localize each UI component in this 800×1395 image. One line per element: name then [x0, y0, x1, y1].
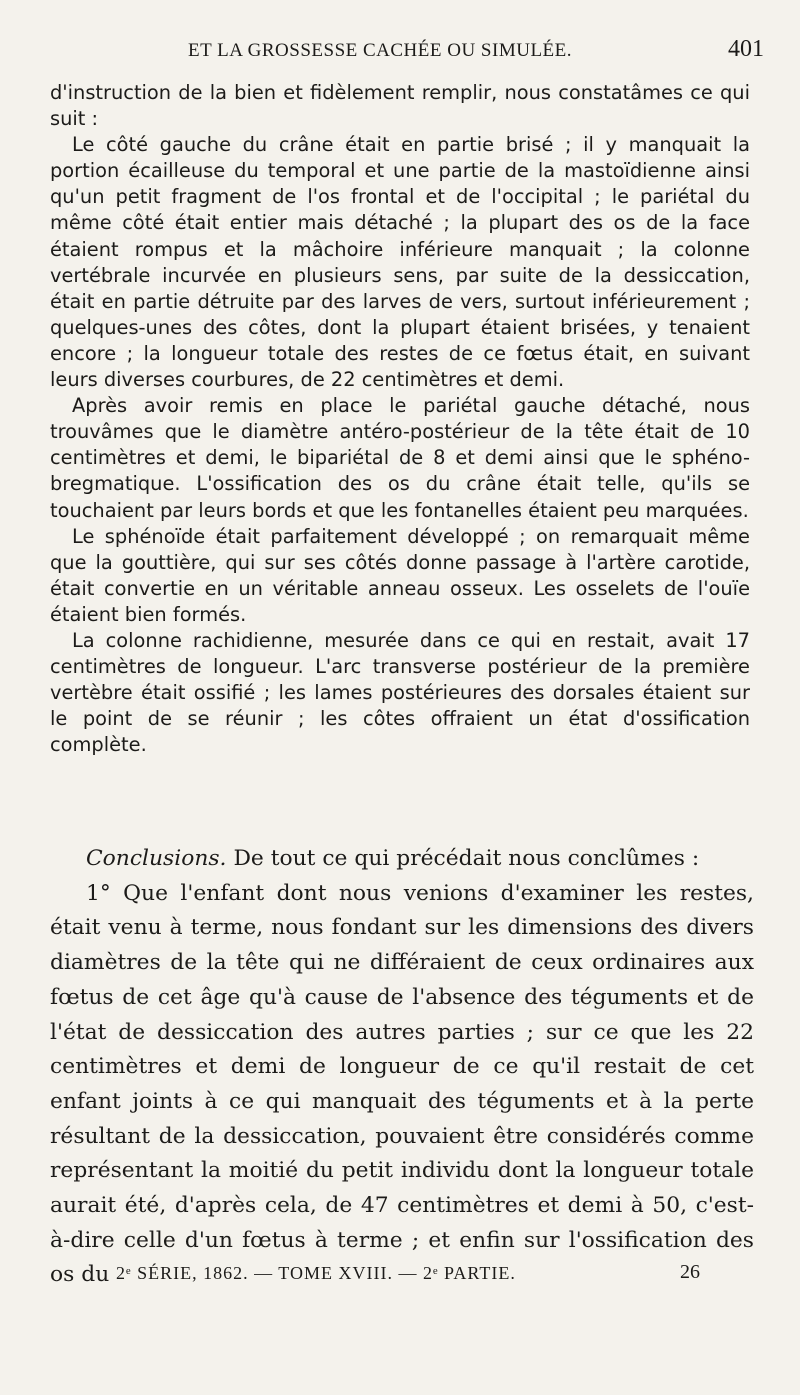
- main-text: [50, 80, 750, 758]
- conclusions-section: [50, 842, 754, 1293]
- running-header: [0, 36, 800, 70]
- paragraph: Le côté gauche du crâne était en partie brisé ; il y manquait la portion écailleuse du temporal et une partie de la mastoïdienne ainsi qu'un petit fragment de l'os frontal et de l'occipital ; le pariétal du même côté était entier mais détaché ; la plupart des os de la face étaient rompus et la mâchoire inférieure manquait ; la colonne vertébrale incurvée en plusieurs sens, par suite de la dessiccation, était en partie détruite par des larves de vers, surtout inférieurement ; quelques-unes des côtes, dont la plupart étaient brisées, y tenaient encore ; la longueur totale des restes de ce fœtus était, en suivant leurs diverses courbures, de 22 centimètres et demi.: [50, 133, 750, 392]
- signature-line: 2ᵉ SÉRIE, 1862. — TOME XVIII. — 2ᵉ PARTIE.: [116, 1263, 516, 1283]
- running-title: ET LA GROSSESSE CACHÉE OU SIMULÉE.: [188, 40, 573, 61]
- signature-footer: [0, 1263, 800, 1293]
- paragraph: d'instruction de la bien et fidèlement remplir, nous constatâmes ce qui suit :: [50, 81, 750, 131]
- paragraph: Après avoir remis en place le pariétal gauche détaché, nous trouvâmes que le diamètre antéro-postérieur de la tête était de 10 centimètres et demi, le bipariétal de 8 et demi ainsi que le sphéno-bregmatique. L'ossification des os du crâne était telle, qu'ils se touchaient par leurs bords et que les fontanelles étaient peu marquées.: [50, 394, 750, 522]
- conclusions-label: Conclusions.: [86, 846, 227, 871]
- paragraph: Le sphénoïde était parfaitement développé ; on remarquait même que la gouttière, qui sur ses côtés donne passage à l'artère carotide, était convertie en un véritable anneau osseux. Les osselets de l'ouïe étaient bien formés.: [50, 524, 750, 626]
- conclusions-heading-line: [50, 842, 754, 877]
- conclusion-item: 1° Que l'enfant dont nous venions d'examiner les restes, était venu à terme, nous fondant sur les dimensions des divers diamètres de la tête qui ne différaient de ceux ordinaires aux fœtus de cet âge qu'à cause de l'absence des téguments et de l'état de dessiccation des autres parties ; sur ce que les 22 centimètres et demi de longueur de ce qu'il restait de cet enfant joints à ce qui manquait des téguments et à la perte résultant de la dessiccation, pouvaient être considérés comme représentant la moitié du petit individu dont la longueur totale aurait été, d'après cela, de 47 centimètres et demi à 50, c'est-à-dire celle d'un fœtus à terme ; et enfin sur l'ossification des os du: [50, 880, 754, 1288]
- page-number: 401: [728, 36, 764, 62]
- conclusions-intro: De tout ce qui précédait nous conclûmes :: [233, 846, 700, 871]
- paragraph: La colonne rachidienne, mesurée dans ce qui en restait, avait 17 centimètres de longueur. L'arc transverse postérieur de la première vertèbre était ossifié ; les lames postérieures des dorsales étaient sur le point de se réunir ; les côtes offraient un état d'ossification complète.: [50, 628, 750, 757]
- signature-number: 26: [680, 1261, 700, 1283]
